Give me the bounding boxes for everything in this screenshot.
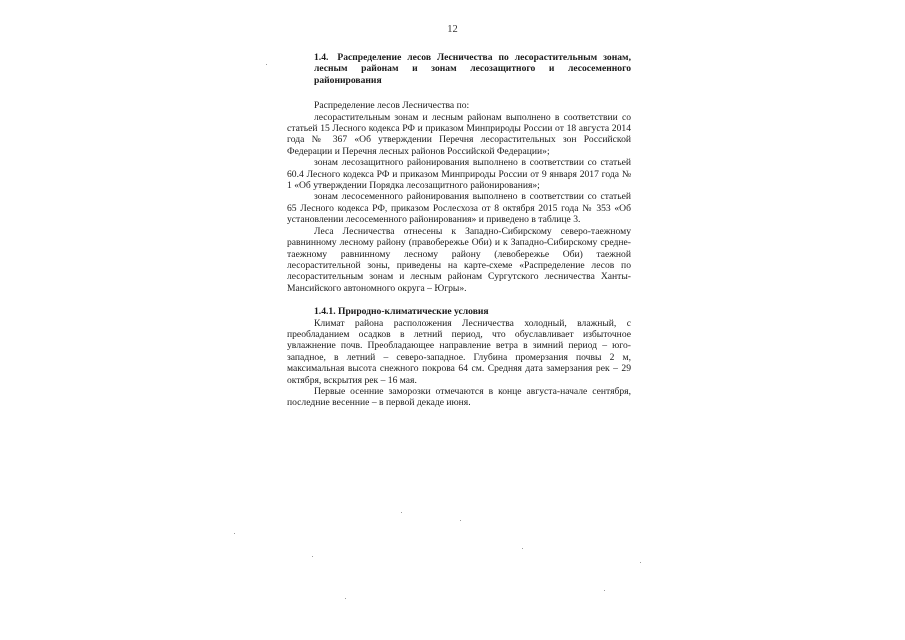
scan-speck	[266, 64, 267, 65]
paragraph-intro: Распределение лесов Лесничества по:	[314, 100, 470, 112]
document-body	[287, 52, 631, 409]
section-heading	[287, 52, 631, 86]
paragraph-forest-zones: лесорастительным зонам и лесным районам выполнено в соответствии со статьей 15 Лесного кодекса РФ и приказом Минприроды России от 18 августа 2014 года № 367 «Об утверждении Перечня лесорастительных зон Российской Федерации и Перечня лесных районов Российской Федерации»;	[287, 111, 631, 157]
paragraph-forest-districts: Леса Лесничества отнесены к Западно-Сибирскому северо-таежному равнинному лесному району (правобережье Оби) и к Западно-Сибирскому средне-таежному равнинному лесному району (левобережье Оби) таежной лесорастительной зоны, приведены на карте-схеме «Распределение лесов по лесорастительным зонам и лесным районам Сургутского лесничества Ханты-Мансийского автономного округа – Югры».	[287, 225, 631, 294]
scan-speck	[345, 598, 346, 599]
paragraph-seed-zoning: зонам лесосеменного районирования выполнено в соответствии со статьей 65 Лесного кодекса РФ, приказом Рослесхоза от 8 октября 2015 года № 353 «Об установлении лесосеменного районирования» и приведено в таблице 3.	[287, 191, 631, 226]
paragraph-forest-protection: зонам лесозащитного районирования выполнено в соответствии со статьей 60.4 Лесного кодекса РФ и приказом Минприроды России от 9 января 2017 года № 1 «Об утверждении Порядка лесозащитного районирования»;	[287, 157, 631, 192]
section-number: 1.4.	[314, 52, 329, 63]
scan-speck	[312, 556, 313, 557]
scan-speck	[522, 548, 523, 549]
subsection-title: Природно-климатические условия	[338, 306, 489, 318]
page-number: 12	[447, 24, 458, 35]
scan-speck	[640, 562, 641, 563]
scan-speck	[401, 512, 402, 513]
subsection-number: 1.4.1.	[314, 306, 336, 318]
paragraph-climate: Климат района расположения Лесничества холодный, влажный, с преобладанием осадков в летний период, что обуславливает избыточное увлажнение почв. Преобладающее направление ветра в зимний период – юго-западное, в летний – северо-западное. Глубина промерзания почвы 2 м, максимальная высота снежного покрова 64 см. Средняя дата замерзания рек – 29 октября, вскрытия рек – 16 мая.	[287, 317, 631, 386]
scan-speck	[604, 590, 605, 591]
subsection-heading	[287, 306, 631, 317]
paragraph-frosts: Первые осенние заморозки отмечаются в конце августа-начале сентября, последние весенние – в первой декаде июня.	[287, 385, 631, 409]
scan-speck	[460, 520, 461, 521]
section-title: Распределение лесов Лесничества по лесорастительным зонам, лесным районам и зонам лесозащитного и лесосеменного районирования	[314, 52, 631, 86]
scan-speck	[234, 533, 235, 534]
